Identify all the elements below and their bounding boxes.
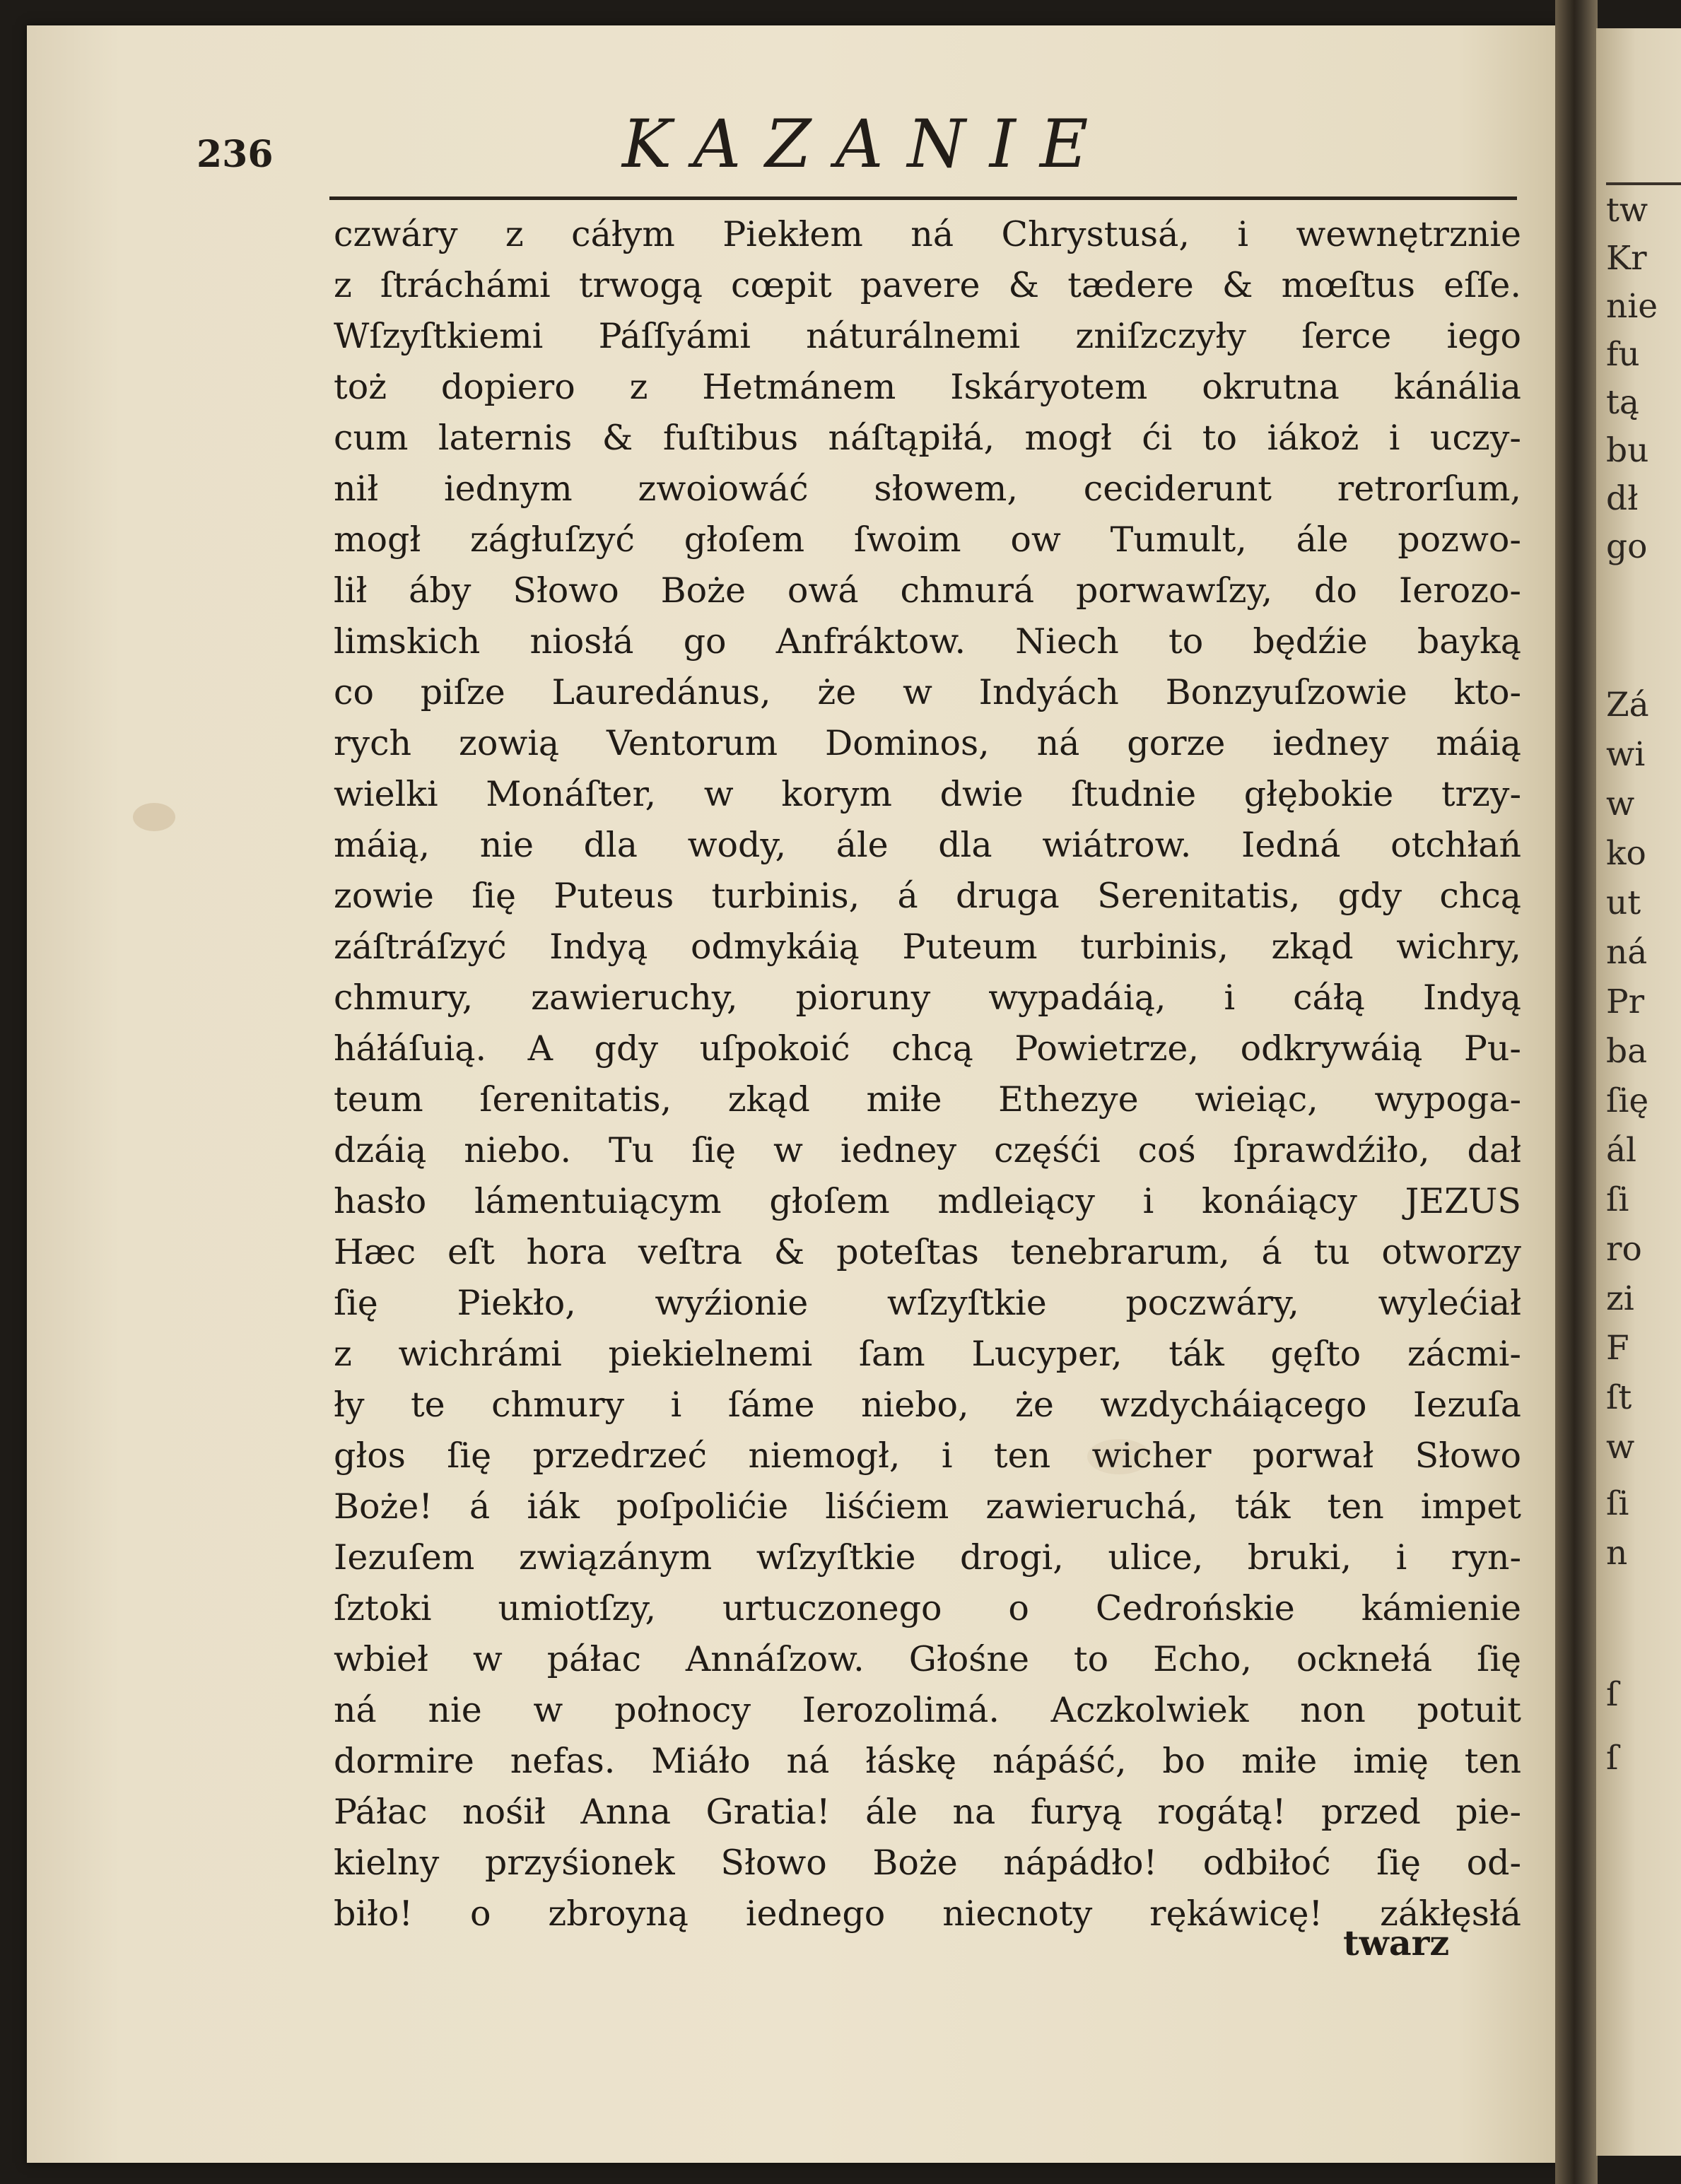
facing-page-fragment: ſi [1606,1180,1629,1219]
text-line: ſztoki umiotſzy, urtuczonego o Cedrońskie kámienie [334,1588,1521,1628]
text-line: cum laternis & fuſtibus náſtąpiłá, mogł ći to iákoż i uczy- [334,418,1521,458]
facing-page-fragment: ro [1606,1230,1642,1269]
text-line: lił áby Słowo Boże owá chmurá porwawſzy, do Ierozo- [334,570,1521,611]
facing-page-fragment: tw [1606,191,1648,230]
text-line: ły te chmury i ſáme niebo, że wzdycháiącego Iezuſa [334,1385,1521,1425]
text-line: teum ſerenitatis, zkąd miłe Ethezye wieiąc, wypoga- [334,1079,1521,1120]
text-line: záſtráſzyć Indyą odmykáią Puteum turbinis, zkąd wichry, [334,927,1521,967]
facing-page-rule [1606,182,1681,185]
text-line: Iezuſem związánym wſzyſtkie drogi, ulice, bruki, i ryn- [334,1537,1521,1578]
text-line: limskich niosłá go Anfráktow. Niech to będźie bayką [334,621,1521,662]
text-line: máią, nie dla wody, ále dla wiátrow. Iedná otchłań [334,825,1521,865]
text-line: Wſzyſtkiemi Páſſyámi náturálnemi zniſzczyły ſerce iego [334,316,1521,356]
body-text [334,209,1521,1939]
text-line: wbieł w páłac Annáſzow. Głośne to Echo, ocknełá ſię [334,1639,1521,1679]
facing-page-fragment: ut [1606,883,1641,922]
text-line: ſię Piekło, wyźionie wſzyſtkie poczwáry, wylećiał [334,1283,1521,1323]
text-line: kielny przyśionek Słowo Boże nápádło! odbiłoć ſię od- [334,1843,1521,1883]
facing-page-fragment: ko [1606,834,1646,873]
text-line: czwáry z cáłym Piekłem ná Chrystusá, i wewnętrznie [334,214,1521,254]
facing-page-fragment: ſ [1606,1675,1619,1714]
facing-page-fragment: bu [1606,431,1649,470]
text-line: rych zowią Ventorum Dominos, ná gorze iedney máią [334,723,1521,763]
paper-stain [133,803,175,831]
facing-page-fragment: Zá [1606,686,1649,724]
text-line: ná nie w połnocy Ierozolimá. Aczkolwiek non potuit [334,1690,1521,1730]
facing-page-fragment: wi [1606,735,1646,774]
facing-page-fragment: F [1606,1329,1629,1368]
facing-page-fragment: tą [1606,383,1639,422]
text-line: biło! o zbroyną iednego niecnoty rękáwicę! zákłęsłá [334,1894,1521,1934]
text-line: co piſze Lauredánus, że w Indyách Bonzyuſzowie kto- [334,672,1521,712]
book-gutter [1555,0,1598,2184]
facing-page-fragment: ſię [1606,1081,1649,1120]
catchword: twarz [1343,1922,1450,1963]
text-line: háłáſuią. A gdy uſpokoić chcą Powietrze, odkrywáią Pu- [334,1028,1521,1069]
facing-page-fragment: ba [1606,1032,1648,1071]
text-line: dzáią niebo. Tu ſię w iedney częśći coś ſprawdźiło, dał [334,1130,1521,1170]
text-line: dormire nefas. Miáło ná łáskę nápáść, bo miłe imię ten [334,1741,1521,1781]
text-line: Páłac nośił Anna Gratia! ále na furyą rogátą! przed pie- [334,1792,1521,1832]
text-line: mogł zágłuſzyć głoſem ſwoim ow Tumult, ále pozwo- [334,519,1521,560]
text-line: wielki Monáſter, w korym dwie ſtudnie głębokie trzy- [334,774,1521,814]
facing-page-fragment: go [1606,527,1648,566]
text-line: chmury, zawieruchy, pioruny wypadáią, i cáłą Indyą [334,977,1521,1018]
text-line: z ſtráchámi trwogą cœpit pavere & tædere & mœſtus eſſe. [334,265,1521,305]
facing-page-fragment: ná [1606,933,1648,972]
facing-page-fragment: zi [1606,1279,1634,1318]
facing-page-fragment: ſt [1606,1378,1632,1417]
text-line: Hæc eſt hora veſtra & poteſtas tenebrarum, á tu otworzy [334,1232,1521,1272]
text-line: nił iednym zwoiowáć słowem, ceciderunt retrorſum, [334,469,1521,509]
text-line: zowie ſię Puteus turbinis, á druga Serenitatis, gdy chcą [334,876,1521,916]
text-line: toż dopiero z Hetmánem Iskáryotem okrutna kánália [334,367,1521,407]
facing-page-fragment: ál [1606,1131,1637,1170]
facing-page-fragment: nie [1606,287,1658,326]
text-line: głos ſię przedrzeć niemogł, i ten wicher porwał Słowo [334,1436,1521,1476]
facing-page-fragment: Kr [1606,239,1647,278]
facing-page-fragment: w [1606,785,1635,823]
facing-page-fragment: Pr [1606,982,1645,1021]
text-line: Boże! á iák poſpolićie liśćiem zawieruchá, ták ten impet [334,1486,1521,1527]
facing-page-fragment: fu [1606,335,1640,374]
facing-page-fragment: ſi [1606,1484,1629,1523]
facing-page-fragment: w [1606,1428,1635,1467]
text-line: z wichrámi piekielnemi ſam Lucyper, ták gęſto zácmi- [334,1334,1521,1374]
facing-page-fragment: n [1606,1534,1628,1573]
page-number: 236 [197,133,274,176]
header-rule [329,196,1517,200]
facing-page-fragment: dł [1606,479,1639,518]
text-line: hasło lámentuiącym głoſem mdleiący i konáiący JEZUS [334,1181,1521,1221]
facing-page-fragment: ſ [1606,1739,1619,1778]
running-head: KAZANIE [622,106,1113,183]
